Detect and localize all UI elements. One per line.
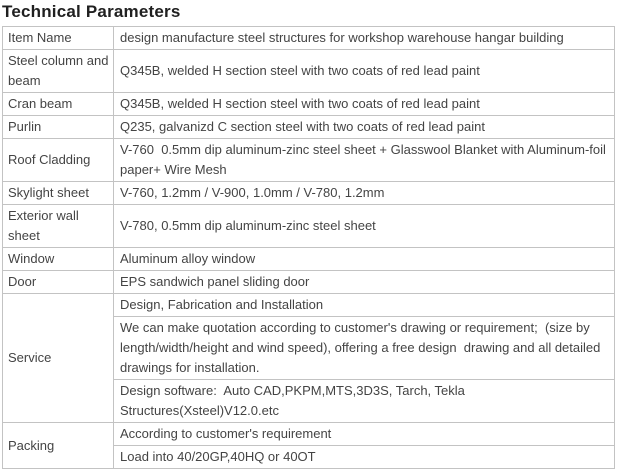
table-row-skylight-sheet: [3, 182, 615, 205]
param-label: Window: [3, 248, 114, 271]
param-value: V-760, 1.2mm / V-900, 1.0mm / V-780, 1.2mm: [114, 182, 615, 205]
param-value: V-760 0.5mm dip aluminum-zinc steel sheet + Glasswool Blanket with Aluminum-foil paper+ Wire Mesh: [114, 139, 615, 182]
param-value: EPS sandwich panel sliding door: [114, 271, 615, 294]
param-label: Exterior wall sheet: [3, 205, 114, 248]
table-row-window: [3, 248, 615, 271]
table-row-packing: [3, 423, 615, 446]
param-value: Design, Fabrication and Installation: [114, 294, 615, 317]
table-row-cran-beam: [3, 93, 615, 116]
param-label: Purlin: [3, 116, 114, 139]
param-label: Steel column and beam: [3, 50, 114, 93]
param-label: Service: [3, 294, 114, 423]
param-value: We can make quotation according to customer's drawing or requirement; (size by length/width/height and wind speed), offering a free design drawing and all detailed drawings for installation.: [114, 317, 615, 380]
param-value: Q235, galvanizd C section steel with two coats of red lead paint: [114, 116, 615, 139]
param-label: Roof Cladding: [3, 139, 114, 182]
technical-parameters-table: [2, 26, 615, 469]
table-row-roof-cladding: [3, 139, 615, 182]
param-label: Item Name: [3, 27, 114, 50]
param-value: Design software: Auto CAD,PKPM,MTS,3D3S, Tarch, Tekla Structures(Xsteel)V12.0.etc: [114, 380, 615, 423]
param-value: According to customer's requirement: [114, 423, 615, 446]
param-label: Cran beam: [3, 93, 114, 116]
param-label: Skylight sheet: [3, 182, 114, 205]
table-row-item-name: [3, 27, 615, 50]
param-value: Aluminum alloy window: [114, 248, 615, 271]
table-row-exterior-wall-sheet: [3, 205, 615, 248]
table-row-service: [3, 294, 615, 317]
param-value: Q345B, welded H section steel with two coats of red lead paint: [114, 93, 615, 116]
table-row-door: [3, 271, 615, 294]
param-label: Packing: [3, 423, 114, 469]
page-title: Technical Parameters: [2, 2, 181, 21]
table-row-purlin: [3, 116, 615, 139]
param-value: Load into 40/20GP,40HQ or 40OT: [114, 446, 615, 469]
param-label: Door: [3, 271, 114, 294]
table-row-steel-column-and-beam: [3, 50, 615, 93]
param-value: Q345B, welded H section steel with two coats of red lead paint: [114, 50, 615, 93]
param-value: design manufacture steel structures for workshop warehouse hangar building: [114, 27, 615, 50]
param-value: V-780, 0.5mm dip aluminum-zinc steel sheet: [114, 205, 615, 248]
